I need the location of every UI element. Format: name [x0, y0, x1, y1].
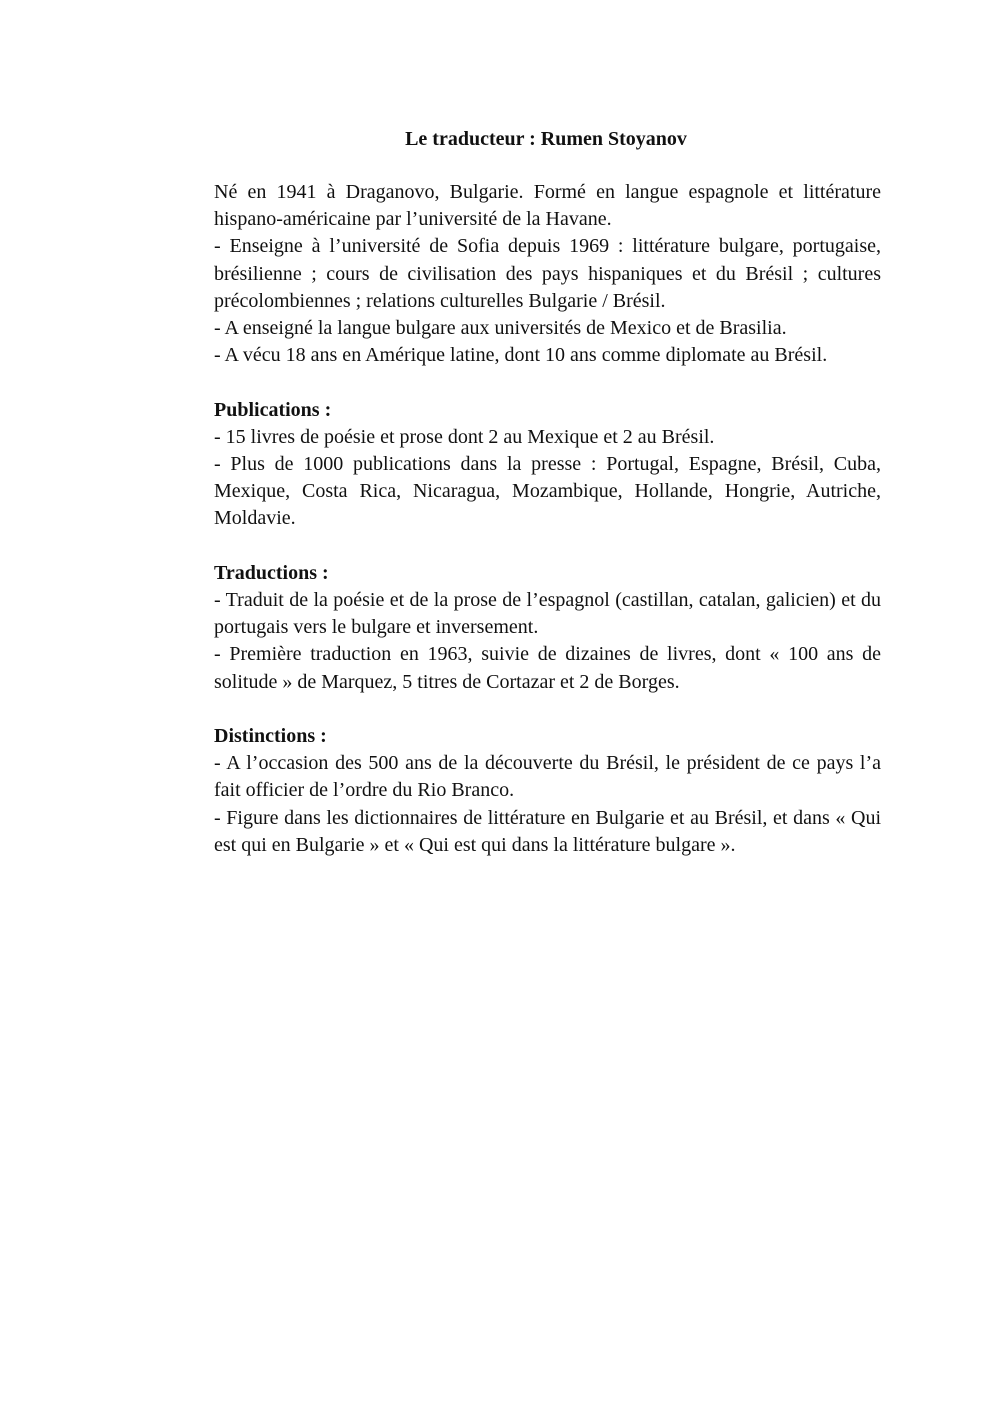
traductions-item: - Première traduction en 1963, suivie de dizaines de livres, dont « 100 ans de solitude » de Marquez, 5 titres de Cortazar et 2 de Borges. [214, 643, 881, 693]
publications-item: - Plus de 1000 publications dans la presse : Portugal, Espagne, Brésil, Cuba, Mexique, Costa Rica, Nicaragua, Mozambique, Hollande, Hongrie, Autriche, Moldavie. [214, 453, 881, 530]
distinctions-item: - A l’occasion des 500 ans de la découverte du Brésil, le président de ce pays l’a fait officier de l’ordre du Rio Branco. [214, 752, 881, 802]
traductions-item: - Traduit de la poésie et de la prose de l’espagnol (castillan, catalan, galicien) et du portugais vers le bulgare et inversement. [214, 589, 881, 639]
traductions-heading: Traductions : [214, 561, 329, 584]
bio-section [214, 179, 881, 369]
document-body [214, 179, 881, 859]
bio-item: - Enseigne à l’université de Sofia depuis 1969 : littérature bulgare, portugaise, brésilienne ; cours de civilisation des pays hispaniques et du Brésil ; cultures précolombiennes ; relations culturelles Bulgarie / Brésil. [214, 235, 881, 312]
distinctions-heading: Distinctions : [214, 725, 327, 748]
bio-item: - A vécu 18 ans en Amérique latine, dont 10 ans comme diplomate au Brésil. [214, 344, 828, 367]
distinctions-section [214, 723, 881, 859]
publications-heading: Publications : [214, 398, 332, 421]
publications-item: - 15 livres de poésie et prose dont 2 au Mexique et 2 au Brésil. [214, 425, 715, 448]
section-spacer [214, 696, 881, 723]
page-title: Le traducteur : Rumen Stoyanov [405, 128, 687, 150]
distinctions-item: - Figure dans les dictionnaires de littérature en Bulgarie et au Brésil, et dans « Qui est qui en Bulgarie » et « Qui est qui dans la littérature bulgare ». [214, 806, 881, 856]
section-spacer [214, 533, 881, 560]
publications-section [214, 397, 881, 533]
traductions-section [214, 560, 881, 696]
bio-intro: Né en 1941 à Draganovo, Bulgarie. Formé en langue espagnole et littérature hispano-américaine par l’université de la Havane. [214, 181, 881, 231]
bio-item: - A enseigné la langue bulgare aux universités de Mexico et de Brasilia. [214, 317, 787, 340]
section-spacer [214, 369, 881, 396]
